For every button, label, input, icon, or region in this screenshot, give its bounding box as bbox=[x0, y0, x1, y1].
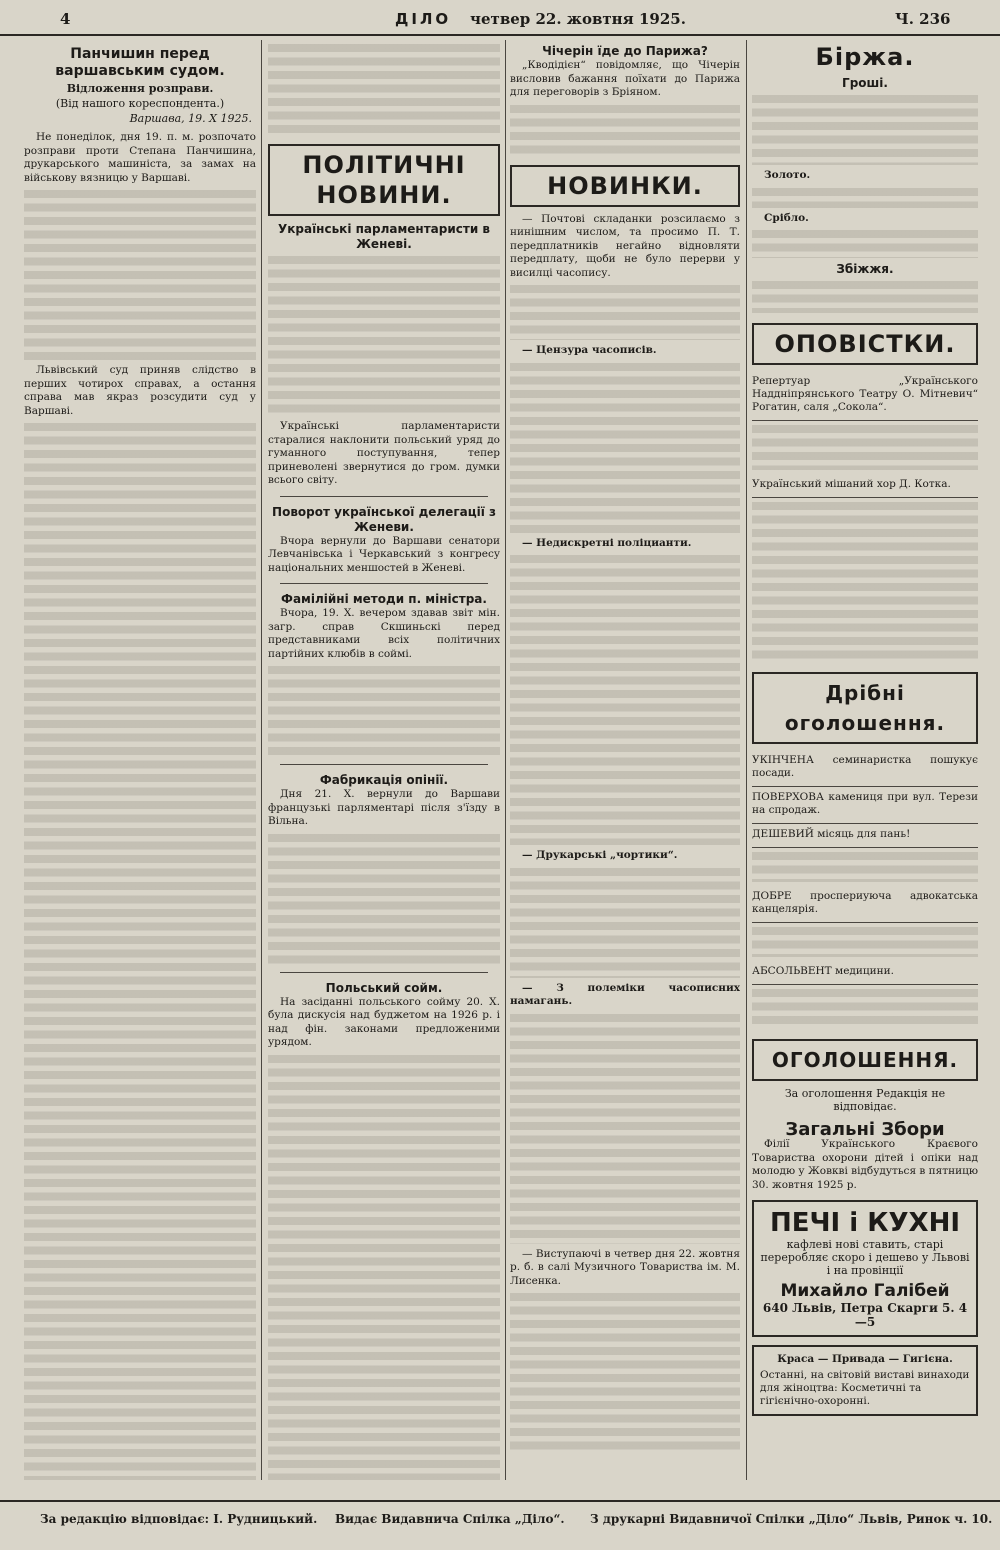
article-paragraph: Вчора вернули до Варшави сенатори Левчанівська і Черкавський з конгресу національних меншостей в Женеві. bbox=[268, 534, 500, 574]
footer-publisher: Видає Видавнича Спілка „Діло“. bbox=[335, 1512, 565, 1526]
article-paragraph: „Кводідієн“ повідомляє, що Чічерін висловив бажання поїхати до Парижа для переговорів з Бріяном. bbox=[510, 59, 740, 98]
illegible-text-block bbox=[510, 868, 740, 978]
news-item-title: — Недискретні поліцианти. bbox=[522, 536, 692, 549]
illegible-text-block bbox=[510, 105, 740, 155]
news-item: — Виступаючі в четвер дня 22. жовтня р. б. в салі Музичного Товариства ім. М. Лисенка. bbox=[510, 1247, 740, 1287]
illegible-text-block bbox=[510, 363, 740, 533]
footer-printer: З друкарні Видавничої Спілки „Діло“ Львів, Ринок ч. 10. bbox=[590, 1512, 993, 1526]
news-item-title: — Цензура часописів. bbox=[522, 344, 657, 356]
illegible-text-block bbox=[752, 188, 978, 208]
section-title: Біржа. bbox=[815, 43, 915, 71]
footer-editor: За редакцію відповідає: І. Рудницький. bbox=[40, 1512, 318, 1526]
illegible-text-block bbox=[752, 95, 978, 165]
classified-ad: ДОБРЕ проспериуюча адвокатська канцелярія. bbox=[752, 886, 978, 923]
ad-address: 640 Львів, Петра Скарги 5. 4—5 bbox=[762, 1301, 968, 1329]
illegible-text-block bbox=[510, 1293, 740, 1453]
article-title: Поворот української делегації з Женеви. bbox=[272, 504, 496, 534]
classified-ad: УКІНЧЕНА семинаристка пошукує посади. bbox=[752, 750, 978, 787]
news-item-title: — Друкарські „чортики“. bbox=[522, 849, 678, 861]
article-title: Фамілійні методи п. міністра. bbox=[281, 592, 487, 606]
illegible-text-block bbox=[510, 285, 740, 340]
ad-text: Останні, на світовій виставі винаходи для жіноцтва: Косметичні та гігієнічно-охоронні. bbox=[760, 1369, 970, 1407]
subsection-title: Гроші. bbox=[842, 76, 888, 90]
article-title: Фабрикація опінії. bbox=[319, 773, 449, 787]
article-paragraph: Українські парламентаристи старалися наклонити польський уряд до гуманного поступування, тепер приневолені звернутися до гром. думки всього світу. bbox=[268, 420, 500, 486]
section-title: ОГОЛОШЕННЯ. bbox=[752, 1039, 978, 1081]
illegible-text-block bbox=[510, 1014, 740, 1244]
news-item: — Почтові складанки розсилаємо з нинішним числом, та просимо П. Т. передплатників негайно відновляти передплату, щоби не було перерви у висилці часопису. bbox=[510, 212, 740, 279]
article-paragraph: На засіданні польського сойму 20. Х. була дискусія над буджетом на 1926 р. і над фін. законами предложеними урядом. bbox=[268, 995, 500, 1048]
illegible-text-block bbox=[510, 555, 740, 845]
section-note: За оголошення Редакція не відповідає. bbox=[784, 1087, 946, 1113]
ad-title: ПЕЧІ і КУХНІ bbox=[770, 1208, 960, 1238]
illegible-text-block bbox=[752, 927, 978, 957]
classified-ad: ДЕШЕВИЙ місяць для пань! bbox=[752, 824, 978, 848]
announcement-title: Загальні Збори bbox=[785, 1119, 945, 1140]
article-dateline: Варшава, 19. Х 1925. bbox=[129, 112, 252, 125]
illegible-text-block bbox=[24, 190, 256, 360]
page-header bbox=[0, 0, 1000, 36]
section-title: ПОЛІТИЧНІ НОВИНИ. bbox=[268, 144, 500, 216]
illegible-text-block bbox=[752, 852, 978, 882]
article-subtitle: Відложення розправи. bbox=[66, 82, 214, 95]
article-paragraph: Львівський суд приняв слідство в перших чотирох справах, а остання справа мав якраз розсудити суд у Варшаві. bbox=[24, 364, 256, 417]
column-rule bbox=[261, 40, 262, 1480]
article-paragraph: Дня 21. Х. вернули до Варшави французькі парляментарі після з'їзду в Вільна. bbox=[268, 788, 500, 827]
article-title: Панчишин перед варшавським судом. bbox=[55, 46, 225, 79]
classified-ad: АБСОЛЬВЕНТ медицини. bbox=[752, 961, 978, 985]
announcement-text: Філії Українського Краєвого Товариства охорони дітей і опіки над молодю у Жовкві відбудуться в пятницю 30. жовтня 1925 р. bbox=[752, 1138, 978, 1191]
page-footer bbox=[0, 1500, 1000, 1542]
notice-item: Репертуар „Українського Наддніпрянського Театру О. Мітневич“ Рогатин, саля „Сокола“. bbox=[752, 371, 978, 421]
column-1 bbox=[24, 40, 256, 1480]
column-3 bbox=[510, 40, 740, 1480]
illegible-text-block bbox=[752, 425, 978, 470]
article-title: Чічерін їде до Парижа? bbox=[542, 44, 708, 58]
column-rule bbox=[746, 40, 747, 1480]
column-rule bbox=[505, 40, 506, 1480]
article-title: Польський сойм. bbox=[325, 980, 443, 995]
illegible-text-block bbox=[268, 256, 500, 416]
section-title: НОВИНКИ. bbox=[510, 165, 740, 207]
article-paragraph: Вчора, 19. X. вечером здавав звіт мін. загр. справ Скшиньскі перед представниками всіх політичних партійних клюбів в соймі. bbox=[268, 607, 500, 660]
illegible-text-block bbox=[268, 44, 500, 134]
market-item: Срібло. bbox=[764, 211, 809, 224]
article-paragraph: Не понеділок, дня 19. п. м. розпочато розправи проти Степана Панчишина, друкарського машиніста, за замах на військову вязницю у Варшаві. bbox=[24, 131, 256, 184]
illegible-text-block bbox=[268, 834, 500, 964]
illegible-text-block bbox=[752, 989, 978, 1029]
advertisement-box bbox=[752, 1200, 978, 1337]
separator bbox=[280, 764, 488, 765]
article-title: Українські парламентаристи в Женеві. bbox=[277, 222, 491, 251]
ad-text: кафлеві нові ставить, старі переробляє скоро і дешево у Львові і на провінції bbox=[760, 1238, 970, 1277]
separator bbox=[280, 583, 488, 584]
illegible-text-block bbox=[752, 502, 978, 662]
section-title: Дрібні оголошення. bbox=[752, 672, 978, 744]
separator bbox=[280, 496, 488, 497]
column-4 bbox=[752, 40, 978, 1480]
market-item: Золото. bbox=[764, 169, 811, 181]
newspaper-name: ДІЛО bbox=[395, 10, 452, 28]
illegible-text-block bbox=[752, 281, 978, 313]
column-2 bbox=[268, 40, 500, 1480]
illegible-text-block bbox=[752, 230, 978, 258]
subsection-title: Збіжжя. bbox=[836, 262, 894, 276]
issue-number: Ч. 236 bbox=[895, 10, 951, 28]
notice-item: Український мішаний хор Д. Котка. bbox=[752, 474, 978, 498]
issue-date: четвер 22. жовтня 1925. bbox=[470, 10, 686, 28]
section-title: ОПОВІСТКИ. bbox=[752, 323, 978, 365]
advertisement-box bbox=[752, 1345, 978, 1416]
page-number: 4 bbox=[60, 10, 71, 28]
article-source: (Від нашого кореспондента.) bbox=[55, 97, 225, 110]
classified-ad: ПОВЕРХОВА камениця при вул. Терези на спродаж. bbox=[752, 787, 978, 824]
news-item-title: — З полеміки часописних намагань. bbox=[510, 981, 740, 1007]
illegible-text-block bbox=[24, 423, 256, 1480]
illegible-text-block bbox=[268, 666, 500, 756]
illegible-text-block bbox=[268, 1055, 500, 1481]
ad-title: Краса — Привада — Гигієна. bbox=[777, 1353, 953, 1365]
ad-name: Михайло Галібей bbox=[780, 1281, 950, 1301]
separator bbox=[280, 972, 488, 973]
